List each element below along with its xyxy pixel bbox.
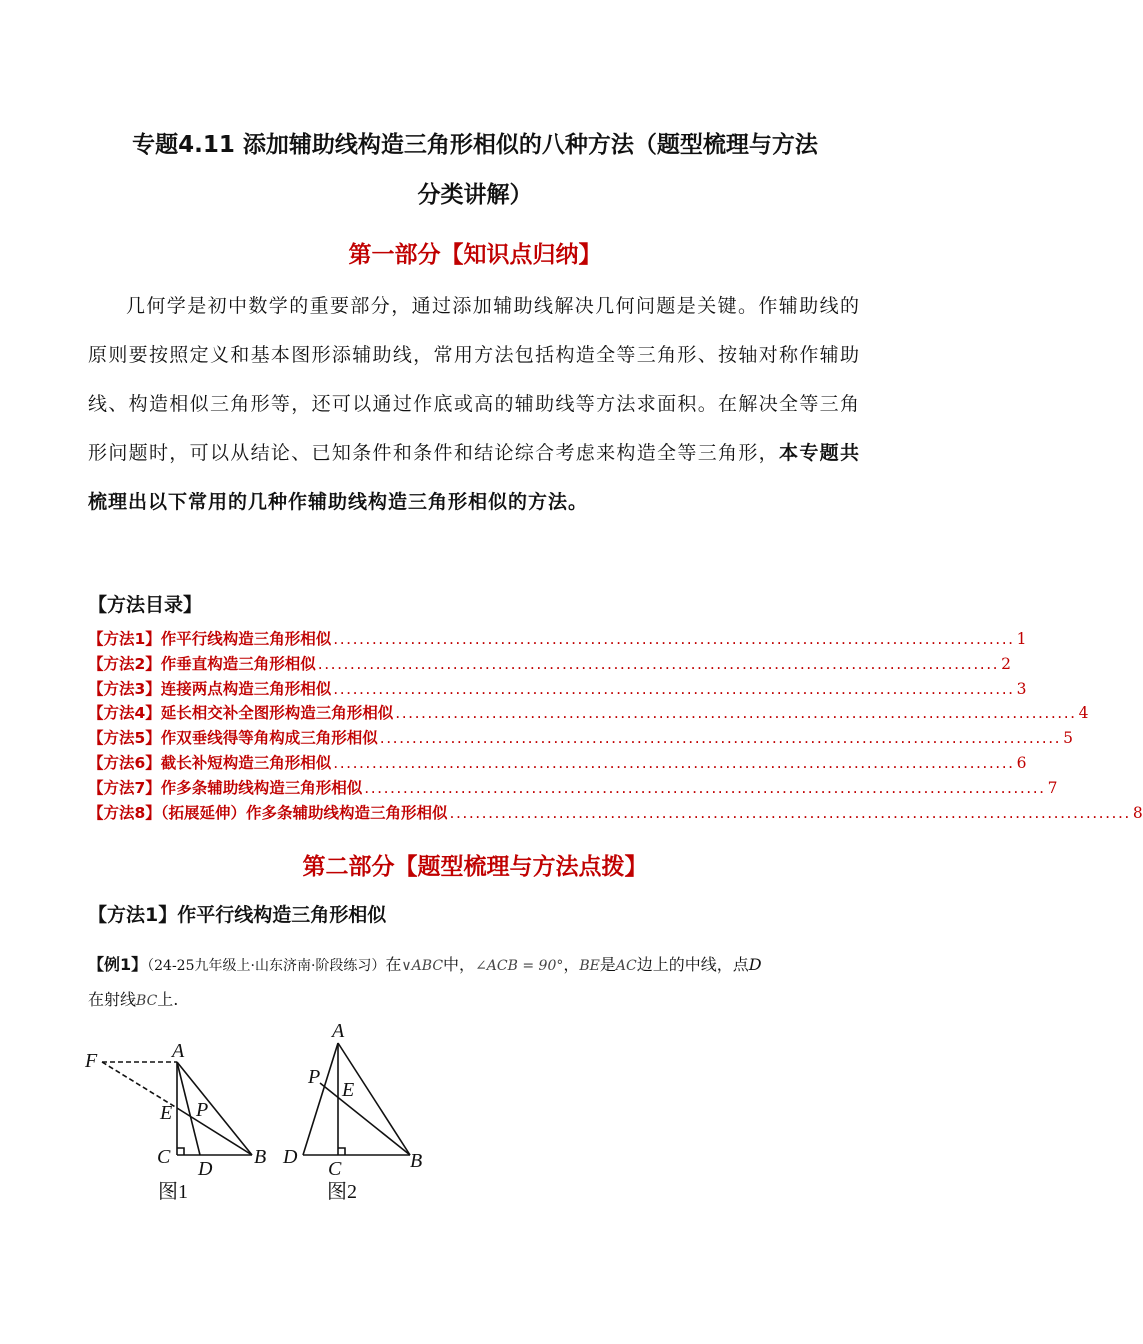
toc-item-label: 【方法4】延长相交补全图形构造三角形相似 — [88, 704, 394, 723]
toc-item-7[interactable]: 【方法7】作多条辅助线构造三角形相似 .......................................................................................................... 7 — [88, 776, 830, 801]
figure-2-labels — [282, 1020, 422, 1180]
part2-heading: 第二部分【题型梳理与方法点拨】 — [302, 854, 648, 880]
fig1-label-b: B — [254, 1146, 267, 1168]
page-title — [80, 120, 870, 220]
fig2-caption: 图2 — [327, 1181, 357, 1203]
toc-item-label: 【方法3】连接两点构造三角形相似 — [88, 679, 332, 698]
intro-text: 几何学是初中数学的重要部分，通过添加辅助线解决几何问题是关键。作辅助线的原则要按照定义和基本图形添辅助线，常用方法包括构造全等三角形、按轴对称作辅助线、构造相似三角形等，还可以通过作底或高的辅助线等方法求面积。在解决全等三角形问题时，可以从结论、已知条件和条件和结论综合考虑来构造全等三角形， — [88, 295, 860, 464]
toc-item-page: 5 — [1063, 729, 1073, 748]
toc-item-label: 【方法1】作平行线构造三角形相似 — [88, 630, 332, 648]
toc-item-page: 7 — [1047, 778, 1058, 797]
figure-1-labels — [84, 1040, 266, 1180]
figure-1 — [102, 1062, 252, 1155]
fig2-label-b: B — [410, 1150, 423, 1172]
toc-item-label: 【方法8】（拓展延伸）作多条辅助线构造三角形相似 — [88, 803, 448, 822]
example-text: 是 — [599, 955, 616, 974]
fig2-label-a: A — [332, 1020, 345, 1042]
fig1-label-f: F — [85, 1050, 98, 1072]
fig2-label-p: P — [308, 1066, 321, 1088]
example-1 — [88, 948, 868, 1018]
table-of-contents — [88, 627, 1143, 825]
title-line-1: 专题4.11 添加辅助线构造三角形相似的八种方法（题型梳理与方法 — [132, 132, 818, 158]
example-text: 在射线 — [88, 990, 137, 1009]
math-triangle: ∨ABC — [401, 958, 444, 974]
fig2-label-d: D — [283, 1146, 298, 1168]
toc-item-label: 【方法6】截长补短构造三角形相似 — [88, 753, 332, 772]
method1-heading: 【方法1】作平行线构造三角形相似 — [88, 904, 387, 926]
fig1-caption: 图1 — [158, 1181, 188, 1203]
toc-item-page: 8 — [1132, 803, 1143, 822]
math-segment-bc: BC — [136, 993, 158, 1009]
example-text: 中， — [443, 955, 476, 974]
math-angle: ∠ACB = 90° — [475, 958, 564, 974]
toc-item-2[interactable]: 【方法2】作垂直构造三角形相似 .......................................................................................................... 2 — [88, 652, 830, 677]
fig1-label-a: A — [172, 1040, 185, 1062]
toc-item-4[interactable]: 【方法4】延长相交补全图形构造三角形相似 .......................................................................................................... 4 — [88, 701, 830, 726]
fig2-segment-ad — [303, 1043, 338, 1155]
figure-2 — [303, 1043, 410, 1155]
example-text: 在 — [385, 955, 402, 974]
math-segment-be: BE — [579, 958, 600, 974]
toc-item-page: 4 — [1078, 704, 1089, 723]
fig1-label-d: D — [198, 1158, 213, 1180]
example-text: 上. — [157, 990, 179, 1009]
toc-item-page: 6 — [1016, 753, 1027, 772]
toc-item-3[interactable]: 【方法3】连接两点构造三角形相似 .......................................................................................................... 3 — [88, 677, 830, 702]
toc-item-label: 【方法5】作双垂线得等角构成三角形相似 — [88, 729, 378, 748]
fig2-label-c: C — [328, 1158, 342, 1180]
toc-item-5[interactable]: 【方法5】作双垂线得等角构成三角形相似 .......................................................................................................... 5 — [88, 726, 830, 751]
toc-item-page: 3 — [1016, 679, 1027, 698]
toc-item-page: 1 — [1016, 630, 1027, 648]
math-point-d: D — [748, 955, 762, 974]
title-line-2: 分类讲解） — [417, 182, 533, 208]
toc-item-label: 【方法7】作多条辅助线构造三角形相似 — [88, 778, 363, 797]
fig1-label-e: E — [160, 1102, 173, 1124]
fig2-segment-pb — [320, 1083, 410, 1155]
part1-heading: 第一部分【知识点归纳】 — [348, 242, 602, 268]
example-source: （24-25九年级上·山东济南·阶段练习） — [147, 958, 386, 974]
intro-paragraph — [88, 282, 860, 527]
toc-item-page: 2 — [1001, 654, 1011, 673]
toc-heading: 【方法目录】 — [88, 594, 203, 616]
fig2-right-angle-mark — [338, 1148, 345, 1155]
toc-item-6[interactable]: 【方法6】截长补短构造三角形相似 .......................................................................................................... 6 — [88, 751, 830, 776]
toc-item-label: 【方法2】作垂直构造三角形相似 — [88, 654, 316, 673]
example-text: 边上的中线，点 — [636, 955, 749, 974]
fig1-right-angle-mark — [177, 1148, 184, 1155]
math-segment-ac: AC — [615, 958, 637, 974]
toc-item-1[interactable]: 【方法1】作平行线构造三角形相似 .......................................................................................................... 1 — [88, 627, 830, 652]
geometry-figures — [80, 1015, 440, 1215]
fig1-label-c: C — [157, 1146, 171, 1168]
fig1-label-p: P — [196, 1099, 209, 1121]
example-text: ， — [563, 955, 580, 974]
fig2-label-e: E — [342, 1079, 355, 1101]
toc-item-8[interactable]: 【方法8】（拓展延伸）作多条辅助线构造三角形相似 .......................................................................................................... 8 — [88, 801, 830, 826]
fig1-segment-eb — [177, 1108, 252, 1155]
intro-bold-text: 本专题共梳理出以下常用的几种作辅助线构造三角形相似的方法。 — [88, 442, 860, 513]
example-label: 【例1】 — [88, 955, 148, 974]
